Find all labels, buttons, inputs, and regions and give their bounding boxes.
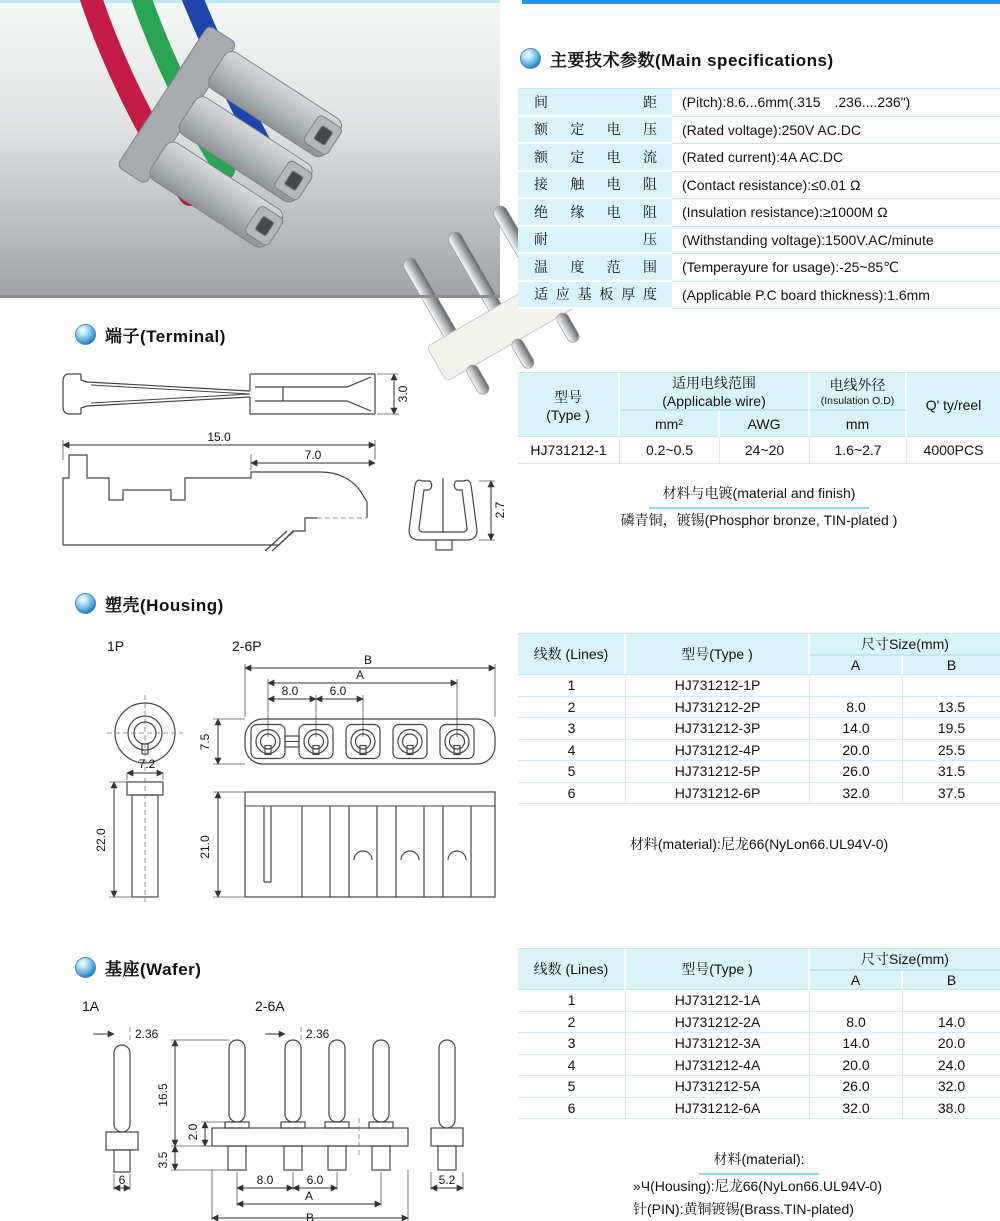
cell-type: HJ731212-3A — [626, 1033, 810, 1055]
dim-label-housing-b: B — [363, 653, 373, 667]
dim-label-wafer-a: A — [304, 1189, 314, 1203]
cell-b: 24.0 — [903, 1055, 1000, 1077]
dim-label-wafer-165: 16.5 — [156, 1083, 170, 1107]
dim-label-wafer-p6: 6.0 — [306, 1173, 324, 1187]
cell-b: 19.5 — [903, 718, 1000, 740]
housing-cavity — [299, 725, 333, 759]
dim-label-terminal-height: 2.7 — [493, 501, 507, 519]
cell-a: 8.0 — [810, 1012, 903, 1034]
spec-value: (Insulation resistance):≥1000M Ω — [672, 199, 1000, 227]
table-row — [518, 783, 1000, 805]
material-note-value: 磷青铜，镀锡(Phosphor bronze, TIN-plated ) — [620, 512, 898, 528]
housing-material-note: 材料(material):尼龙66(NyLon66.UL94V-0) — [629, 836, 889, 852]
dim-label-housing-6: 6.0 — [329, 684, 347, 698]
terminal-side-view — [63, 430, 375, 551]
section-bullet-icon — [75, 957, 96, 978]
cell-b: 37.5 — [903, 783, 1000, 805]
dim-label-wafer-35: 3.5 — [156, 1151, 170, 1169]
terminal-title: 端子(Terminal) — [105, 327, 226, 346]
section-bullet-icon — [75, 324, 96, 345]
col-header-mm2: mm² — [620, 410, 720, 437]
spec-label: 适应基板厚度 — [518, 282, 672, 310]
spec-value: (Withstanding voltage):1500V.AC/minute — [672, 227, 1000, 255]
cell-b: 20.0 — [903, 1033, 1000, 1055]
cell-lines: 6 — [518, 783, 626, 805]
table-row — [518, 1033, 1000, 1055]
col-header-mm: mm — [810, 410, 907, 437]
col-header-type: 型号 (Type ) — [518, 372, 620, 437]
housing-cavity — [393, 725, 427, 759]
wafer-2-6a-view — [156, 1024, 408, 1221]
col-header-applicable-wire: 适用电线范围 (Applicable wire) — [620, 372, 810, 410]
housing-1p-front-view — [94, 757, 163, 902]
col-header-lines: 线数 (Lines) — [518, 633, 626, 675]
col-header-awg: AWG — [720, 410, 810, 437]
spec-value: (Applicable P.C board thickness):1.6mm — [672, 282, 1000, 310]
cell-type: HJ731212-3P — [626, 718, 810, 740]
dim-label-terminal-inner: 7.0 — [304, 448, 322, 462]
dim-label-terminal-width: 3.0 — [396, 385, 410, 403]
cell-a: 20.0 — [810, 740, 903, 762]
cell-type: HJ731212-5P — [626, 761, 810, 783]
table-row — [518, 761, 1000, 783]
terminal-drawing — [55, 350, 515, 562]
cell-a — [810, 675, 903, 697]
table-row — [518, 172, 1000, 200]
spec-label: 额定电压 — [518, 117, 672, 145]
col-header-a: A — [810, 655, 903, 675]
table-row — [518, 117, 1000, 145]
wafer-drawing — [55, 1010, 505, 1221]
terminal-top-view — [63, 374, 410, 414]
terminal-end-view — [409, 478, 507, 550]
material-note-pin: 针(PIN):黄铜镀锡(Brass.TIN-plated) — [633, 1201, 854, 1217]
spec-value: (Rated voltage):250V AC.DC — [672, 117, 1000, 145]
section-bullet-icon — [75, 593, 96, 614]
cell-a: 26.0 — [810, 1076, 903, 1098]
dim-label-housing-21: 21.0 — [198, 835, 212, 859]
housing-label-2-6p: 2-6P — [232, 638, 262, 654]
housing-cavity — [251, 725, 285, 759]
table-header-row — [518, 633, 1000, 655]
photo-bottom-edge — [0, 295, 500, 298]
cell-b: 32.0 — [903, 1076, 1000, 1098]
table-row — [518, 88, 1000, 117]
photo-top-edge — [0, 0, 500, 3]
cell-type: HJ731212-1P — [626, 675, 810, 697]
table-header-row — [518, 372, 1000, 410]
product-photo — [0, 0, 500, 298]
accent-bar — [522, 0, 1000, 4]
col-header-type: 型号(Type ) — [626, 948, 810, 990]
col-header-a: A — [810, 970, 903, 990]
cell-type: HJ731212-5A — [626, 1076, 810, 1098]
cell-type: HJ731212-4A — [626, 1055, 810, 1077]
dim-label-housing-7-2: 7.2 — [138, 757, 156, 771]
cell-lines: 1 — [518, 675, 626, 697]
specs-title: 主要技术参数(Main specifications) — [550, 51, 834, 70]
dim-label-housing-7-5: 7.5 — [198, 733, 212, 751]
cell-b: 25.5 — [903, 740, 1000, 762]
spec-label: 额定电流 — [518, 144, 672, 172]
dim-label-housing-a: A — [355, 668, 365, 682]
cell-lines: 4 — [518, 740, 626, 762]
cell-type: HJ731212-2A — [626, 1012, 810, 1034]
cell-b: 14.0 — [903, 1012, 1000, 1034]
wafer-title: 基座(Wafer) — [105, 960, 202, 979]
cell-a: 14.0 — [810, 1033, 903, 1055]
wafer-material-note — [518, 1148, 1000, 1221]
specs-heading — [520, 46, 834, 71]
spec-value: (Rated current):4A AC.DC — [672, 144, 1000, 172]
table-row — [518, 1012, 1000, 1034]
table-row — [518, 437, 1000, 464]
cell-lines: 3 — [518, 718, 626, 740]
cell-lines: 5 — [518, 1076, 626, 1098]
dim-label-wafer-6: 6 — [118, 1173, 126, 1187]
dim-label-terminal-length: 15.0 — [207, 430, 231, 444]
table-row — [518, 675, 1000, 697]
cell-type: HJ731212-2P — [626, 697, 810, 719]
spec-label: 温度范围 — [518, 254, 672, 282]
cell-lines: 1 — [518, 990, 626, 1012]
table-row — [518, 254, 1000, 282]
table-row — [518, 718, 1000, 740]
cell-type: HJ731212-6P — [626, 783, 810, 805]
spec-label: 接触电阻 — [518, 172, 672, 200]
col-header-lines: 线数 (Lines) — [518, 948, 626, 990]
housing-2-6p-front-view — [198, 792, 495, 897]
terminal-table — [518, 372, 1000, 464]
wafer-label-1a: 1A — [82, 998, 100, 1014]
material-note-housing: »Ч(Housing):尼龙66(NyLon66.UL94V-0) — [633, 1178, 883, 1194]
cell-a: 32.0 — [810, 783, 903, 805]
cell-qty: 4000PCS — [907, 437, 1000, 464]
wafer-single-pin-view — [431, 1040, 463, 1190]
table-row — [518, 1098, 1000, 1120]
dim-label-wafer-52: 5.2 — [438, 1173, 456, 1187]
table-row — [518, 227, 1000, 255]
cell-awg: 24~20 — [720, 437, 810, 464]
col-header-b: B — [903, 655, 1000, 675]
table-row — [518, 740, 1000, 762]
cell-b: 13.5 — [903, 697, 1000, 719]
table-row — [518, 697, 1000, 719]
spec-label: 耐压 — [518, 227, 672, 255]
housing-title: 塑壳(Housing) — [105, 596, 224, 615]
cell-b: 38.0 — [903, 1098, 1000, 1120]
cell-od: 1.6~2.7 — [810, 437, 907, 464]
col-header-size: 尺寸Size(mm) — [810, 633, 1000, 655]
dim-label-housing-8: 8.0 — [281, 684, 299, 698]
cell-b: 31.5 — [903, 761, 1000, 783]
cell-type: HJ731212-1 — [518, 437, 620, 464]
dim-label-wafer-b: B — [305, 1211, 315, 1221]
dim-label-housing-22: 22.0 — [94, 828, 108, 852]
cell-type: HJ731212-4P — [626, 740, 810, 762]
wafer-1a-view — [93, 1024, 159, 1190]
spec-value: (Contact resistance):≤0.01 Ω — [672, 172, 1000, 200]
cell-lines: 4 — [518, 1055, 626, 1077]
section-bullet-icon — [520, 48, 541, 69]
housing-cavity — [440, 725, 474, 759]
cell-lines: 2 — [518, 1012, 626, 1034]
housing-2-6p-top-view — [198, 653, 495, 764]
dim-label-wafer-236-26a: 2.36 — [306, 1027, 330, 1041]
col-header-size: 尺寸Size(mm) — [810, 948, 1000, 970]
cell-a: 26.0 — [810, 761, 903, 783]
table-row — [518, 282, 1000, 310]
cell-type: HJ731212-6A — [626, 1098, 810, 1120]
terminal-heading — [75, 322, 226, 347]
table-row — [518, 1055, 1000, 1077]
housing-drawing — [55, 652, 505, 907]
spec-label: 绝缘电阻 — [518, 199, 672, 227]
cell-a: 32.0 — [810, 1098, 903, 1120]
cell-lines: 3 — [518, 1033, 626, 1055]
housing-label-1p: 1P — [107, 638, 125, 654]
cell-a — [810, 990, 903, 1012]
table-row — [518, 199, 1000, 227]
wafer-label-2-6a: 2-6A — [255, 998, 285, 1014]
spec-value: (Temperayure for usage):-25~85℃ — [672, 254, 1000, 282]
cell-a: 20.0 — [810, 1055, 903, 1077]
material-note-title: 材料与电镀(material and finish) — [649, 482, 870, 509]
cell-mm2: 0.2~0.5 — [620, 437, 720, 464]
housing-cavity — [346, 725, 380, 759]
cell-lines: 2 — [518, 697, 626, 719]
col-header-insulation-od: 电线外径 (Insulation O.D) — [810, 372, 907, 410]
material-note-title: 材料(material): — [699, 1148, 818, 1175]
cell-a: 8.0 — [810, 697, 903, 719]
cell-type: HJ731212-1A — [626, 990, 810, 1012]
col-header-qty-reel: Q' ty/reel — [907, 372, 1000, 437]
col-header-type: 型号(Type ) — [626, 633, 810, 675]
dim-label-wafer-8: 8.0 — [256, 1173, 274, 1187]
spec-value: (Pitch):8.6...6mm(.315 .236....236") — [672, 88, 1000, 117]
wafer-heading — [75, 955, 201, 980]
table-row — [518, 1076, 1000, 1098]
cell-b — [903, 990, 1000, 1012]
wafer-table — [518, 948, 1000, 1119]
housing-heading — [75, 591, 224, 616]
cell-b — [903, 675, 1000, 697]
cell-a: 14.0 — [810, 718, 903, 740]
table-header-row — [518, 948, 1000, 970]
cell-lines: 6 — [518, 1098, 626, 1120]
dim-label-wafer-20: 2.0 — [186, 1123, 200, 1141]
housing-table — [518, 633, 1000, 804]
dim-label-wafer-236-1a: 2.36 — [135, 1027, 159, 1041]
table-row — [518, 144, 1000, 172]
specs-table — [518, 88, 1000, 309]
table-row — [518, 990, 1000, 1012]
terminal-material-note — [518, 482, 1000, 532]
spec-label: 间距 — [518, 88, 672, 117]
col-header-b: B — [903, 970, 1000, 990]
cell-lines: 5 — [518, 761, 626, 783]
wafer-pin-tail — [555, 311, 581, 345]
